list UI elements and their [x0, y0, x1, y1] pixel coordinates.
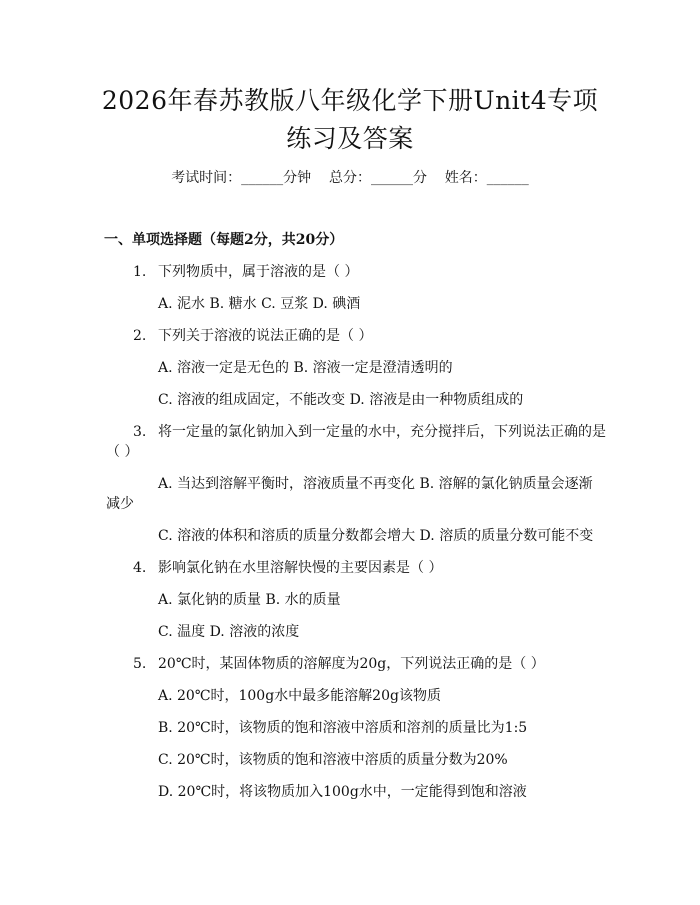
question-number: 3.	[133, 424, 147, 440]
question-option: A. 氯化钠的质量 B. 水的质量	[158, 592, 341, 608]
question-option: D. 20℃时，将该物质加入100g水中，一定能得到饱和溶液	[158, 784, 527, 800]
question-stem: 下列物质中，属于溶液的是（ ）	[158, 264, 359, 280]
question-option: A. 溶液一定是无色的 B. 溶液一定是澄清透明的	[158, 360, 453, 376]
section-heading: 一、单项选择题（每题2分，共20分）	[104, 232, 344, 248]
question-stem-continued: （ ）	[106, 444, 139, 460]
question-number: 5.	[133, 656, 147, 672]
question-stem: 影响氯化钠在水里溶解快慢的主要因素是（ ）	[158, 560, 443, 576]
question-stem: 20℃时，某固体物质的溶解度为20g，下列说法正确的是（ ）	[158, 656, 545, 672]
question-option: B. 20℃时，该物质的饱和溶液中溶质和溶剂的质量比为1:5	[158, 720, 528, 736]
question-option: A. 当达到溶解平衡时，溶液质量不再变化 B. 溶解的氯化钠质量会逐渐	[158, 476, 593, 492]
question-number: 4.	[133, 560, 147, 576]
question-number: 1.	[133, 264, 147, 280]
document-title	[80, 82, 620, 158]
question-stem: 下列关于溶液的说法正确的是（ ）	[158, 328, 373, 344]
question-option: C. 溶液的组成固定，不能改变 D. 溶液是由一种物质组成的	[158, 392, 524, 408]
question-stem: 将一定量的氯化钠加入到一定量的水中，充分搅拌后，下列说法正确的是	[158, 424, 606, 440]
question-option: C. 温度 D. 溶液的浓度	[158, 624, 300, 640]
exam-meta-line: 考试时间：______分钟 总分：______分 姓名：______	[171, 170, 529, 186]
question-option: A. 泥水 B. 糖水 C. 豆浆 D. 碘酒	[158, 296, 361, 312]
question-option: C. 溶液的体积和溶质的质量分数都会增大 D. 溶质的质量分数可能不变	[158, 528, 594, 544]
question-option-continued: 减少	[106, 496, 134, 512]
title-line-2: 练习及答案	[286, 124, 414, 153]
title-line-1: 2026年春苏教版八年级化学下册Unit4专项	[101, 86, 599, 115]
question-option: A. 20℃时，100g水中最多能溶解20g该物质	[158, 688, 441, 704]
question-option: C. 20℃时，该物质的饱和溶液中溶质的质量分数为20%	[158, 752, 508, 768]
question-number: 2.	[133, 328, 147, 344]
